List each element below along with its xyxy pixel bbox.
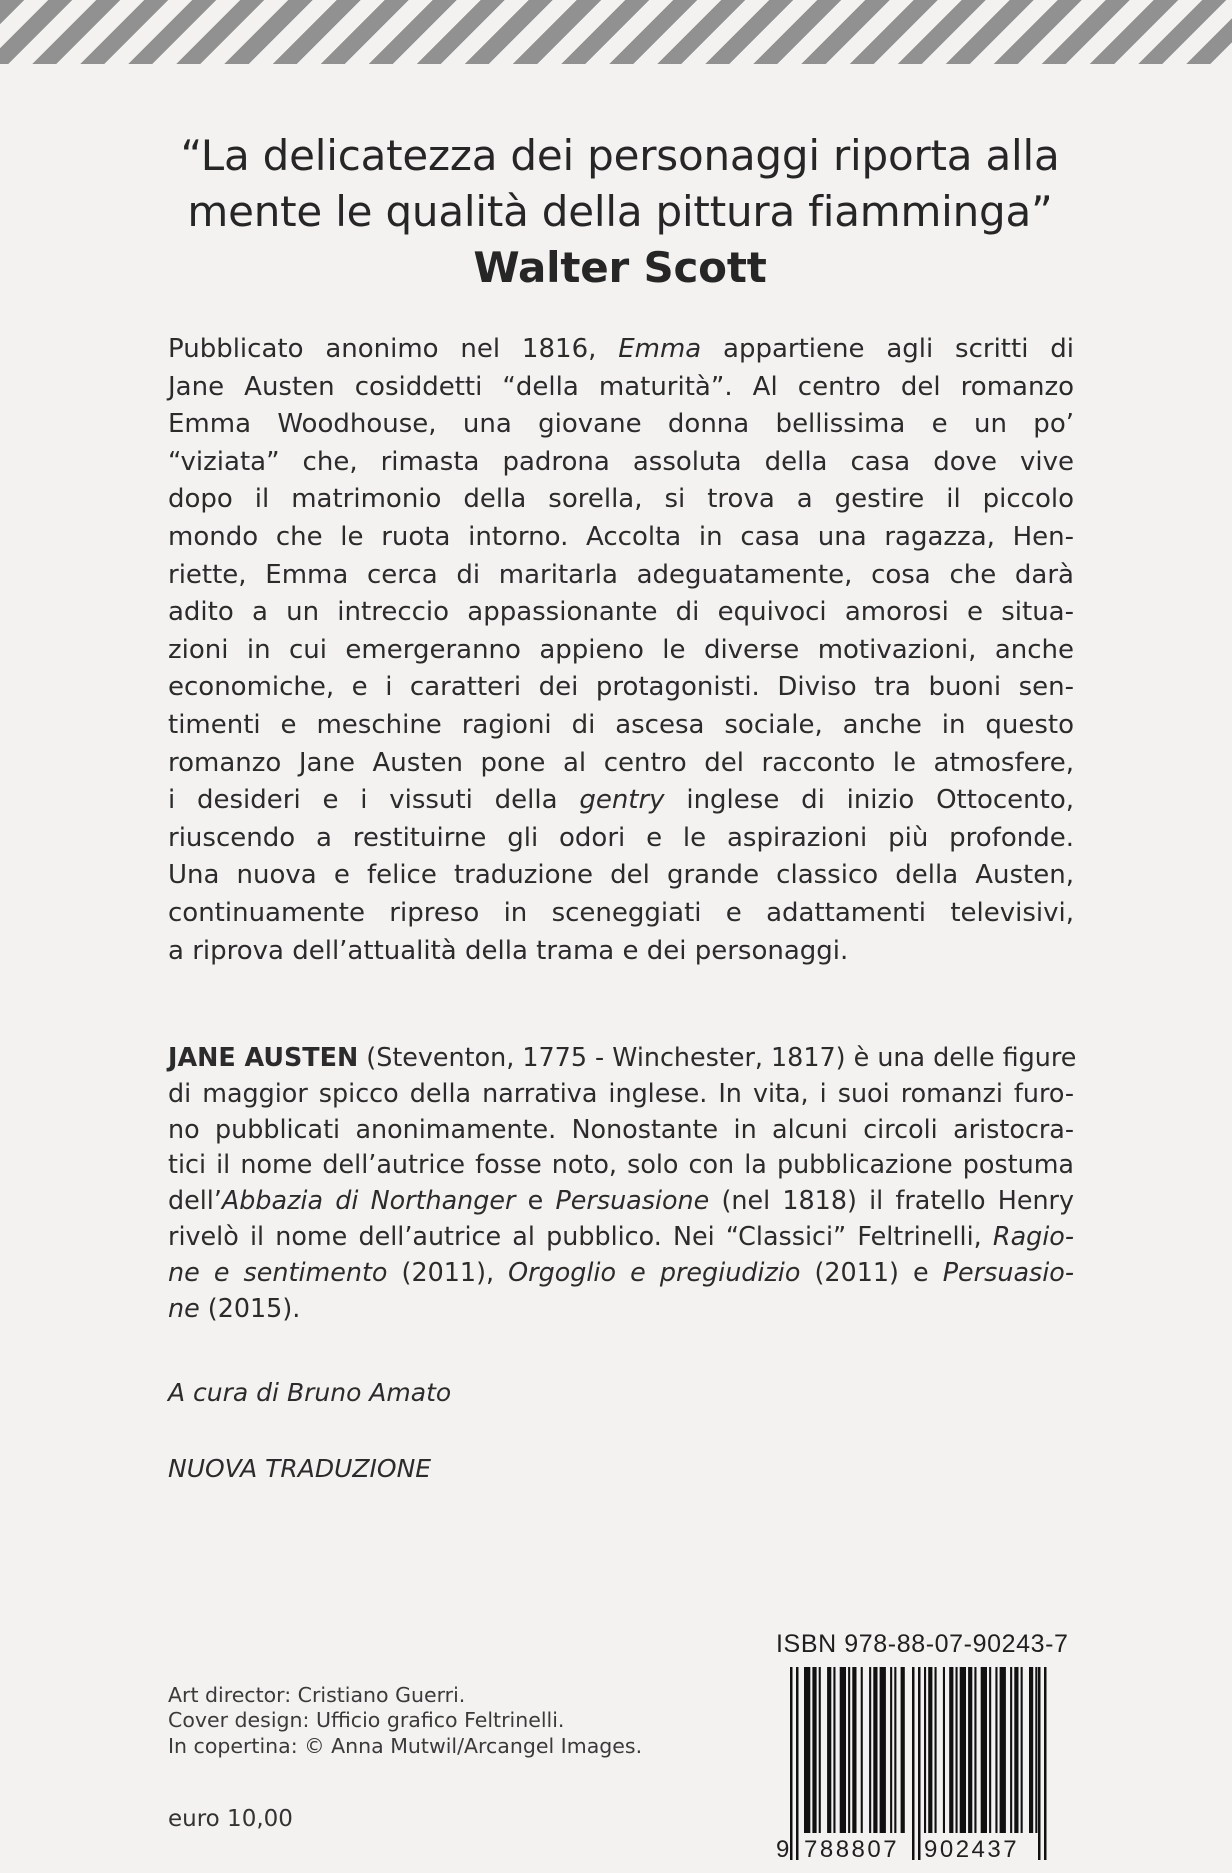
isbn-label: ISBN 978-88-07-90243-7 (776, 1630, 1069, 1658)
cover-quote (150, 128, 1090, 296)
text-line (168, 1291, 1074, 1327)
top-stripe-border (0, 0, 1232, 64)
text-line (168, 1183, 1074, 1219)
text-segment: (nel 1818) il fratello Henry (709, 1185, 1075, 1216)
text-segment: Emma Woodhouse, una giovane donna bellissima e un po’ (168, 409, 1074, 440)
text-segment: zioni in cui emergeranno appieno le diverse motivazioni, anche (168, 634, 1074, 665)
text-line (168, 594, 1074, 632)
barcode-digit-first: 9 (776, 1836, 790, 1860)
text-line (168, 933, 1074, 971)
text-line (168, 857, 1074, 895)
quote-author: Walter Scott (473, 243, 767, 292)
credit-line: In copertina: © Anna Mutwil/Arcangel Images. (168, 1733, 643, 1758)
italic-title: ne (168, 1292, 200, 1323)
text-segment: appartiene agli scritti di (701, 334, 1074, 364)
text-segment: Pubblicato anonimo nel 1816, (168, 334, 619, 364)
text-line (168, 632, 1074, 670)
text-line (168, 782, 1074, 820)
text-segment: rivelò il nome dell’autrice al pubblico. Nei “Classici” Feltrinelli, (168, 1220, 993, 1251)
text-line (168, 519, 1074, 557)
italic-title: gentry (579, 785, 665, 816)
italic-title: Orgoglio e pregiudizio (508, 1256, 801, 1287)
text-line (168, 1255, 1074, 1291)
text-segment: (Steventon, 1775 - Winchester, 1817) è una delle figure (358, 1042, 1077, 1072)
quote-line: mente le qualità della pittura fiamminga” (187, 187, 1053, 236)
credit-line: Art director: Cristiano Guerri. (168, 1683, 466, 1707)
text-segment: i desideri e i vissuti della (168, 785, 580, 816)
text-line (168, 406, 1074, 444)
text-line (168, 1076, 1074, 1112)
text-line (168, 895, 1074, 933)
book-description (168, 331, 1074, 970)
text-segment: tici il nome dell’autrice fosse noto, solo con la pubblicazione postuma (168, 1149, 1074, 1180)
text-segment: economiche, e i caratteri dei protagonisti. Diviso tra buoni sen- (168, 672, 1074, 703)
text-line (168, 1040, 1077, 1076)
author-biography (168, 1040, 1077, 1326)
design-credits (168, 1683, 642, 1759)
text-line (168, 1219, 1074, 1255)
text-segment: continuamente ripreso in sceneggiati e adattamenti televisivi, (168, 897, 1074, 928)
text-segment: Una nuova e felice traduzione del grande classico della Austen, (168, 860, 1074, 891)
italic-title: Emma (618, 334, 702, 364)
barcode-digits-right: 902437 (924, 1836, 1020, 1860)
text-line (168, 669, 1074, 707)
text-segment: di maggior spicco della narrativa inglese. In vita, i suoi romanzi furo- (168, 1077, 1074, 1108)
text-line (168, 820, 1074, 858)
text-line (168, 745, 1074, 783)
text-line (168, 481, 1074, 519)
text-segment: dopo il matrimonio della sorella, si trova a gestire il piccolo (168, 484, 1074, 515)
text-segment: e (515, 1185, 556, 1216)
author-name: JANE AUSTEN (168, 1042, 359, 1072)
text-segment: “viziata” che, rimasta padrona assoluta della casa dove vive (168, 446, 1074, 477)
text-line (168, 1112, 1074, 1148)
italic-title: Abbazia di Northanger (221, 1185, 516, 1216)
text-segment: inglese di inizio Ottocento, (664, 785, 1074, 816)
text-line (168, 369, 1074, 407)
text-segment: romanzo Jane Austen pone al centro del racconto le atmosfere, (168, 747, 1074, 778)
italic-title: Persuasione (555, 1185, 710, 1216)
price-label: euro 10,00 (168, 1806, 293, 1832)
text-segment: adito a un intreccio appassionante di equivoci amorosi e situa- (168, 597, 1074, 628)
barcode (776, 1667, 1050, 1860)
text-line (168, 444, 1074, 482)
italic-title: Ragio- (992, 1220, 1074, 1251)
text-segment: riuscendo a restituirne gli odori e le aspirazioni più profonde. (168, 822, 1074, 853)
text-segment: timenti e meschine ragioni di ascesa sociale, anche in questo (168, 709, 1074, 740)
text-segment: no pubblicati anonimamente. Nonostante in alcuni circoli aristocra- (168, 1113, 1074, 1144)
italic-title: Persuasio- (942, 1256, 1074, 1287)
text-segment: (2011), (387, 1256, 509, 1287)
text-line (168, 707, 1074, 745)
credit-line: Cover design: Ufficio grafico Feltrinelli. (168, 1708, 565, 1733)
barcode-digits-left: 788807 (804, 1836, 900, 1860)
text-segment: (2011) e (800, 1256, 943, 1287)
text-line (168, 1147, 1074, 1183)
text-line (168, 557, 1074, 595)
quote-line: “La delicatezza dei personaggi riporta alla (180, 131, 1060, 180)
translation-note: NUOVA TRADUZIONE (168, 1454, 432, 1483)
text-segment: a riprova dell’attualità della trama e dei personaggi. (168, 935, 849, 966)
italic-title: ne e sentimento (168, 1256, 388, 1287)
text-segment: (2015). (199, 1292, 301, 1323)
text-segment: Jane Austen cosiddetti “della maturità”. Al centro del romanzo (168, 371, 1074, 402)
text-segment: mondo che le ruota intorno. Accolta in casa una ragazza, Hen- (168, 521, 1074, 552)
text-segment: riette, Emma cerca di maritarla adeguatamente, cosa che darà (168, 559, 1074, 590)
editor-credit: A cura di Bruno Amato (168, 1378, 452, 1407)
text-segment: dell’ (168, 1185, 222, 1216)
text-line (168, 331, 1074, 369)
